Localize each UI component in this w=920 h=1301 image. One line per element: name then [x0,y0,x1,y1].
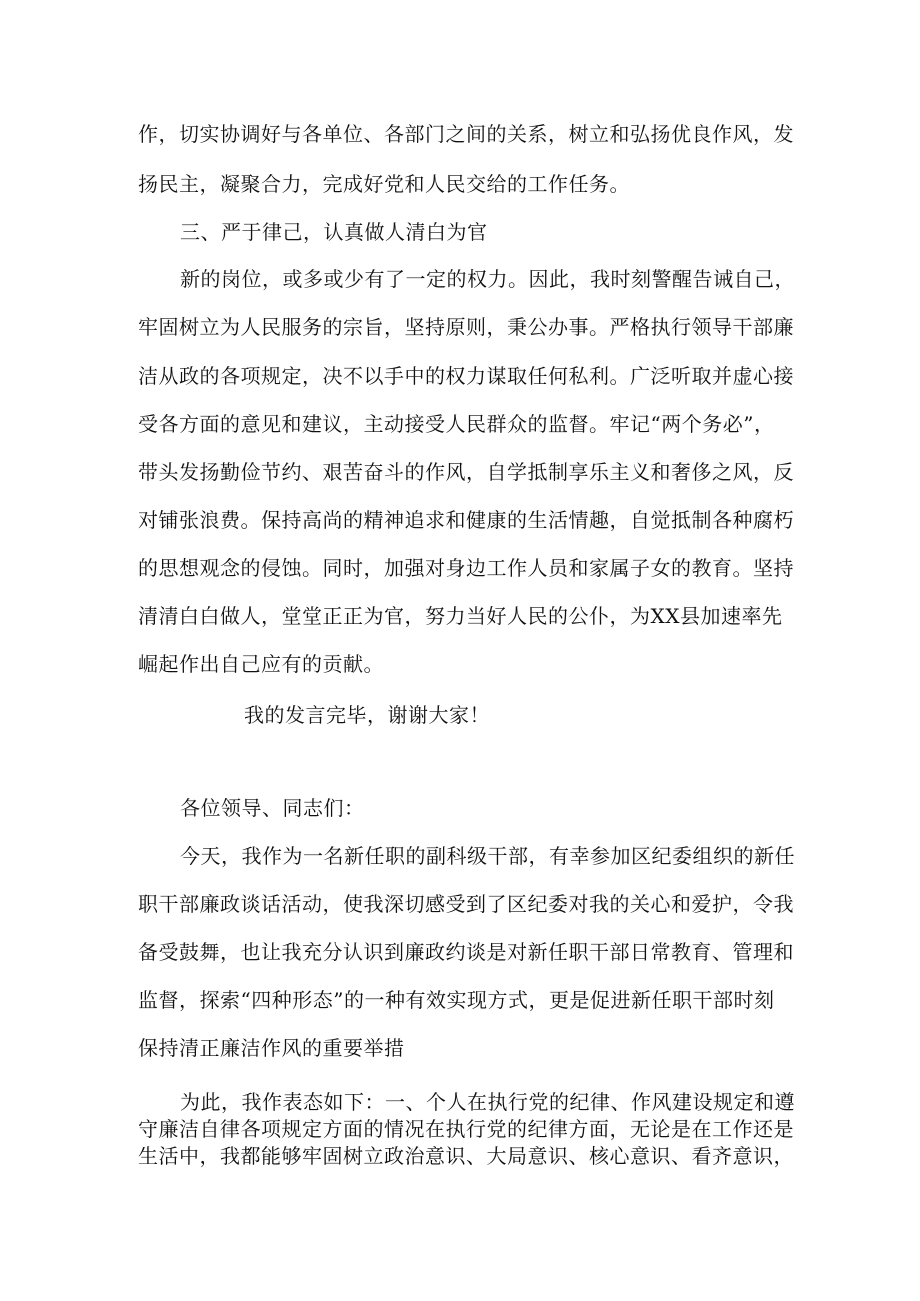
section-body-line-3: 洁从政的各项规定，决不以手中的权力谋取任何私利。广泛听取并虚心接 [138,364,794,388]
statement-line-2: 守廉洁自律各项规定方面的情况在执行党的纪律方面，无论是在工作还是 [138,1117,794,1141]
section-body-line-8: 清清白白做人，堂堂正正为官，努力当好人民的公仆，为XX县加速率先 [138,604,783,628]
section-body-line-1: 新的岗位，或多或少有了一定的权力。因此，我时刻警醒告诫自己， [180,267,795,291]
section-body-line-9: 崛起作出自己应有的贡献。 [138,652,384,676]
speech-body-line-1: 今天，我作为一名新任职的副科级干部，有幸参加区纪委组织的新任 [180,844,795,868]
section-body-line-5: 带头发扬勤俭节约、艰苦奋斗的作风，自学抵制享乐主义和奢侈之风，反 [138,460,794,484]
speech-body-line-5: 保持清正廉洁作风的重要举措 [138,1036,405,1060]
salutation: 各位领导、同志们： [180,796,365,820]
section-heading: 三、严于律己，认真做人清白为官 [180,220,488,244]
section-body-line-2: 牢固树立为人民服务的宗旨，坚持原则，秉公办事。严格执行领导干部廉 [138,315,794,339]
continuation-line-2: 扬民主，凝聚合力，完成好党和人民交给的工作任务。 [138,172,630,196]
speech-body-line-3: 备受鼓舞，也让我充分认识到廉政约谈是对新任职干部日常教育、管理和 [138,940,794,964]
speech-body-line-4: 监督，探索“四种形态”的一种有效实现方式，更是促进新任职干部时刻 [138,988,775,1012]
continuation-line-1: 作，切实协调好与各单位、各部门之间的关系，树立和弘扬优良作风，发 [138,122,794,146]
section-body-line-7: 的思想观念的侵蚀。同时，加强对身边工作人员和家属子女的教育。坚持 [138,556,794,580]
closing-line: 我的发言完毕，谢谢大家！ [244,703,490,727]
speech-body-line-2: 职干部廉政谈话活动，使我深切感受到了区纪委对我的关心和爱护，令我 [138,892,794,916]
section-body-line-6: 对铺张浪费。保持高尚的精神追求和健康的生活情趣，自觉抵制各种腐朽 [138,508,794,532]
section-body-line-4: 受各方面的意见和建议，主动接受人民群众的监督。牢记“两个务必”， [138,412,775,436]
statement-line-3: 生活中，我都能够牢固树立政治意识、大局意识、核心意识、看齐意识， [138,1144,794,1168]
statement-line-1: 为此，我作表态如下：一、个人在执行党的纪律、作风建设规定和遵 [180,1090,795,1114]
